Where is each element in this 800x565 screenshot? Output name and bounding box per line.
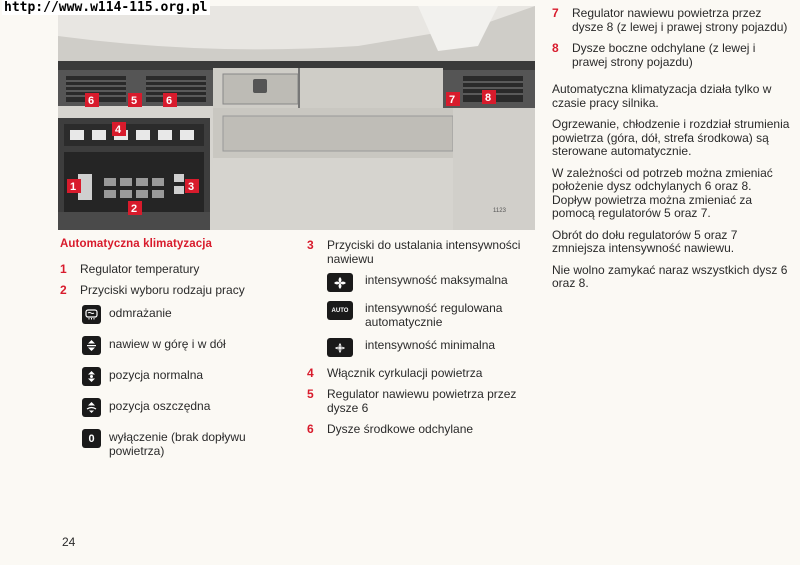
defrost-icon [82, 305, 101, 324]
column-right [552, 6, 792, 299]
mode-label: pozycja oszczędna [109, 399, 211, 413]
item-text: Dysze boczne odchylane (z lewej i prawej strony pojazdu) [572, 41, 756, 69]
item-number: 4 [307, 366, 314, 380]
item-text: Regulator nawiewu powietrza przez dysze 8 (z lewej i prawej strony pojazdu) [572, 6, 788, 34]
column-middle [307, 238, 547, 443]
dashboard-photo [58, 6, 535, 230]
item-3 [307, 238, 547, 266]
intensity-label: intensywność maksymalna [365, 273, 508, 287]
callout-4: 4 [115, 124, 122, 136]
item-number: 5 [307, 387, 314, 401]
item-number: 2 [60, 283, 67, 297]
figure-code: 1123 [493, 208, 506, 214]
callout-5: 5 [131, 95, 138, 107]
item-2 [60, 283, 300, 297]
paragraph: Obrót do dołu regulatorów 5 oraz 7 zmniejsza intensywność nawiewu. [552, 227, 738, 255]
mode-label: pozycja normalna [109, 368, 204, 382]
item-number: 6 [307, 422, 314, 436]
item-number: 3 [307, 238, 314, 252]
mode-up-down [82, 336, 300, 355]
callout-8: 8 [485, 92, 492, 104]
callout-6a: 6 [88, 95, 95, 107]
item-text: Regulator nawiewu powietrza przez dysze 6 [327, 387, 517, 415]
item-text: Przyciski wyboru rodzaju pracy [80, 283, 245, 297]
fan-min-icon [327, 338, 353, 357]
callout-3: 3 [188, 181, 195, 193]
callout-6b: 6 [166, 95, 173, 107]
dashboard-illustration [58, 6, 535, 230]
off-zero-icon: 0 [82, 429, 101, 448]
normal-position-icon [82, 367, 101, 386]
item-text: Przyciski do ustalania intensywności nawiewu [327, 238, 521, 266]
mode-defrost [82, 305, 300, 324]
item-text: Regulator temperatury [80, 262, 200, 276]
page-number: 24 [62, 535, 76, 549]
fan-max-icon [327, 273, 353, 292]
mode-label: wyłączenie (brak dopływu powietrza) [109, 430, 246, 458]
paragraph: Automatyczna klimatyzacja działa tylko w czasie pracy silnika. [552, 82, 772, 110]
item-number: 1 [60, 262, 67, 276]
mode-label: nawiew w górę i w dół [109, 337, 226, 351]
item-1 [60, 262, 300, 276]
callout-2: 2 [131, 203, 138, 215]
paragraph: W zależności od potrzeb można zmieniać położenie dysz odchylanych 6 oraz 8. Dopływ powietrza można zmieniać za pomocą regulatorów 5 oraz 7. [552, 165, 773, 220]
item-text: Włącznik cyrkulacji powietrza [327, 366, 483, 380]
up-down-airflow-icon [82, 336, 101, 355]
intensity-max [327, 273, 547, 292]
economy-position-icon [82, 398, 101, 417]
mode-list [82, 305, 300, 458]
item-text: Dysze środkowe odchylane [327, 422, 474, 436]
paragraph: Nie wolno zamykać naraz wszystkich dysz 6 oraz 8. [552, 262, 788, 290]
item-number: 8 [552, 41, 559, 55]
section-title: Automatyczna klimatyzacja [60, 238, 213, 250]
mode-economy [82, 398, 300, 417]
column-left [60, 238, 300, 470]
item-5 [307, 387, 547, 415]
intensity-label: intensywność minimalna [365, 338, 496, 352]
item-number: 7 [552, 6, 559, 20]
item-6 [307, 422, 547, 436]
mode-off [82, 429, 300, 458]
callout-1: 1 [70, 181, 77, 193]
item-8 [552, 41, 792, 69]
intensity-min [327, 338, 547, 357]
item-7 [552, 6, 792, 34]
watermark-url: http://www.w114-115.org.pl [4, 0, 208, 15]
intensity-list [327, 273, 547, 357]
item-4 [307, 366, 547, 380]
paragraph: Ogrzewanie, chłodzenie i rozdział strumienia powietrza (góra, dół, strefa środkowa) są sterowane automatycznie. [552, 117, 790, 158]
callout-7: 7 [449, 94, 456, 106]
mode-normal [82, 367, 300, 386]
intensity-auto [327, 301, 547, 329]
intensity-label: intensywność regulowana automatycznie [365, 301, 503, 329]
mode-label: odmrażanie [109, 306, 172, 320]
fan-auto-icon: AUTO [327, 301, 353, 320]
